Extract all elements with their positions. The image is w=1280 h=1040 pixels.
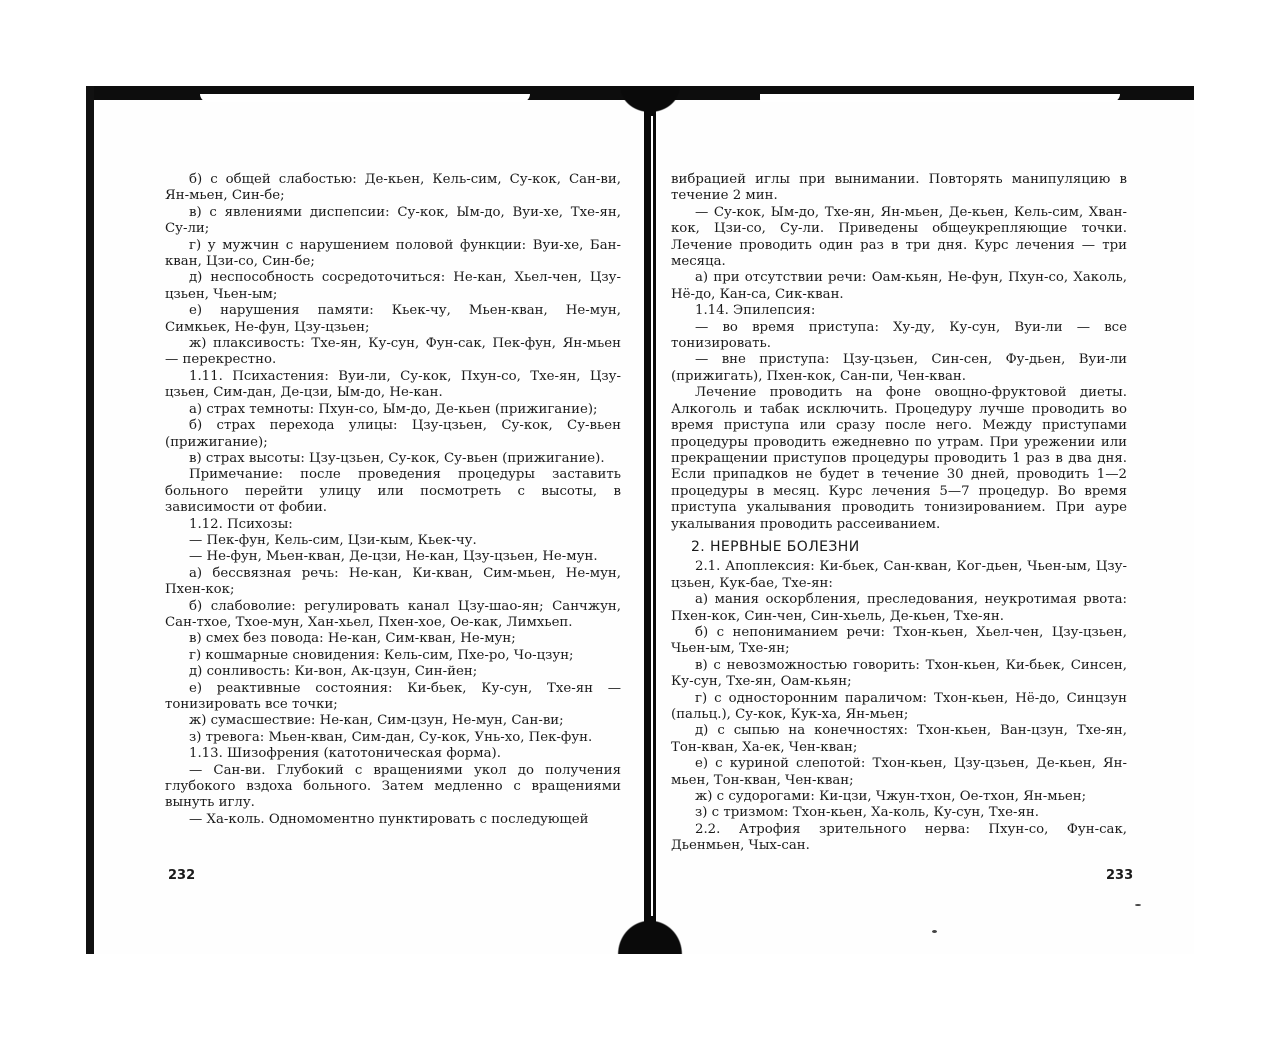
spine-highlight bbox=[651, 116, 653, 916]
scan-top-border-gap bbox=[760, 94, 1120, 102]
scan-speck bbox=[932, 930, 937, 933]
paragraph: — вне приступа: Цзу-цзьен, Син-сен, Фу-дьен, Вуи-ли (прижигать), Пхен-кок, Сан-пи, Чен-кван. bbox=[671, 352, 1127, 384]
paragraph: 1.11. Психастения: Вуи-ли, Су-кок, Пхун-со, Тхе-ян, Цзу-цзьен, Сим-дан, Де-цзи, Ым-до, Не-кан. bbox=[165, 368, 621, 401]
paragraph: д) сонливость: Ки-вон, Ак-цзун, Син-йен; bbox=[189, 664, 478, 680]
paragraph: е) реактивные состояния: Ки-бьек, Ку-сун, Тхе-ян — тонизировать все точки; bbox=[165, 680, 621, 712]
paragraph: — Су-кок, Ым-до, Тхе-ян, Ян-мьен, Де-кьен, Кель-сим, Хван-кок, Цзи-со, Су-ли. Приведены общеукрепляющие точки. Лечение проводить один раз в три дня. Курс лечения — три месяца. bbox=[671, 204, 1127, 270]
paragraph: Примечание: после проведения процедуры заставить больного перейти улицу или посмотреть с высоты, в зависимости от фобии. bbox=[165, 467, 621, 516]
paragraph: 1.12. Психозы: bbox=[189, 516, 293, 532]
spine-gutter bbox=[644, 86, 656, 954]
paragraph: 2.2. Атрофия зрительного нерва: Пхун-со, Фун-сак, Дьенмьен, Чых-сан. bbox=[671, 821, 1127, 854]
paragraph: — Ха-коль. Одномоментно пунктировать с последующей bbox=[189, 811, 589, 827]
paragraph: г) у мужчин с нарушением половой функции: Вуи-хе, Бан-кван, Цзи-со, Син-бе; bbox=[165, 237, 621, 270]
paragraph: вибрацией иглы при вынимании. Повторять манипуляцию в течение 2 мин. bbox=[671, 172, 1127, 204]
paragraph: а) бессвязная речь: Не-кан, Ки-кван, Сим-мьен, Не-мун, Пхен-кок; bbox=[165, 565, 621, 598]
paragraph: а) мания оскорбления, преследования, неукротимая рвота: Пхен-кок, Син-чен, Син-хьель, Де-кьен, Тхе-ян. bbox=[671, 592, 1127, 624]
paragraph: ж) сумасшествие: Не-кан, Сим-цзун, Не-мун, Сан-ви; bbox=[189, 713, 564, 729]
paragraph: в) страх высоты: Цзу-цзьен, Су-кок, Су-вьен (прижигание). bbox=[189, 450, 605, 466]
paragraph: д) с сыпью на конечностях: Тхон-кьен, Ван-цзун, Тхе-ян, Тон-кван, Ха-ек, Чен-кван; bbox=[671, 723, 1127, 755]
paragraph: з) с тризмом: Тхон-кьен, Ха-коль, Ку-сун, Тхе-ян. bbox=[695, 805, 1039, 821]
paragraph: г) кошмарные сновидения: Кель-сим, Пхе-ро, Чо-цзун; bbox=[189, 647, 574, 663]
scan-top-border-gap bbox=[200, 94, 530, 102]
paragraph: з) тревога: Мьен-кван, Сим-дан, Су-кок, Унь-хо, Пек-фун. bbox=[189, 729, 593, 745]
paragraph: д) неспособность сосредоточиться: Не-кан, Хьел-чен, Цзу-цзьен, Чьен-ым; bbox=[165, 270, 621, 302]
scan-left-border bbox=[86, 86, 94, 954]
paragraph: е) с куриной слепотой: Тхон-кьен, Цзу-цзьен, Де-кьен, Ян-мьен, Тон-кван, Чен-кван; bbox=[671, 756, 1127, 788]
paragraph: в) с явлениями диспепсии: Су-кок, Ым-до, Вуи-хе, Тхе-ян, Су-ли; bbox=[165, 204, 621, 237]
paragraph: 1.14. Эпилепсия: bbox=[695, 303, 816, 319]
paragraph: б) слабоволие: регулировать канал Цзу-шао-ян; Санчжун, Сан-тхое, Тхое-мун, Хан-хьел, Пхен-хое, Ое-как, Лимхьеп. bbox=[165, 598, 621, 630]
left-page-number: 232 bbox=[168, 868, 196, 883]
paragraph: 2.1. Апоплексия: Ки-бьек, Сан-кван, Ког-дьен, Чьен-ым, Цзу-цзьен, Кук-бае, Тхе-ян: bbox=[671, 559, 1127, 591]
paragraph: б) с общей слабостью: Де-кьен, Кель-сим, Су-кок, Сан-ви, Ян-мьен, Син-бе; bbox=[165, 172, 621, 204]
paragraph: — Не-фун, Мьен-кван, Де-цзи, Не-кан, Цзу-цзьен, Не-мун. bbox=[189, 549, 598, 565]
paragraph: ж) с судорогами: Ки-цзи, Чжун-тхон, Ое-тхон, Ян-мьен; bbox=[695, 789, 1087, 805]
paragraph: г) с односторонним параличом: Тхон-кьен, Нё-до, Синцзун (пальц.), Су-кок, Кук-ха, Ян-мьен; bbox=[671, 690, 1127, 722]
paragraph: — во время приступа: Ху-ду, Ку-сун, Вуи-ли — все тонизировать. bbox=[671, 319, 1127, 352]
left-page-text bbox=[165, 172, 621, 828]
paragraph: 1.13. Шизофрения (катотоническая форма). bbox=[189, 746, 501, 762]
scan-speck bbox=[1135, 904, 1141, 906]
paragraph: е) нарушения памяти: Кьек-чу, Мьен-кван, Не-мун, Симкьек, Не-фун, Цзу-цзьен; bbox=[165, 303, 621, 335]
paragraph: — Сан-ви. Глубокий с вращениями укол до получения глубокого вздоха больного. Затем медленно с вращениями вынуть иглу. bbox=[165, 762, 621, 811]
right-page-number: 233 bbox=[1106, 868, 1134, 883]
paragraph: Лечение проводить на фоне овощно-фруктовой диеты. Алкоголь и табак исключить. Процедуру лучше проводить во время приступа или сразу после него. Между приступами процедуры проводить ежедневно по утрам. При урежении или прекращении приступов процедуры проводить 1 раз в два дня. Если припадков не будет в течение 30 дней, проводить 1—2 процедуры в месяц. Курс лечения 5—7 процедур. Во время приступа укалывания проводить тонизированием. При ауре укалывания проводить рассеиванием. bbox=[671, 385, 1127, 532]
paragraph: б) страх перехода улицы: Цзу-цзьен, Су-кок, Су-вьен (прижигание); bbox=[165, 418, 621, 450]
section-heading: 2. НЕРВНЫЕ БОЛЕЗНИ bbox=[691, 538, 860, 555]
paragraph: а) страх темноты: Пхун-со, Ым-до, Де-кьен (прижигание); bbox=[189, 401, 598, 417]
paragraph: ж) плаксивость: Тхе-ян, Ку-сун, Фун-сак, Пек-фун, Ян-мьен — перекрестно. bbox=[165, 336, 621, 368]
paragraph: б) с непониманием речи: Тхон-кьен, Хьел-чен, Цзу-цзьен, Чьен-ым, Тхе-ян; bbox=[671, 624, 1127, 657]
right-page-text bbox=[671, 172, 1127, 855]
spine-fold-bottom bbox=[604, 906, 696, 954]
paragraph: — Пек-фун, Кель-сим, Цзи-кым, Кьек-чу. bbox=[189, 532, 477, 548]
paragraph: в) смех без повода: Не-кан, Сим-кван, Не-мун; bbox=[189, 631, 516, 647]
paragraph: а) при отсутствии речи: Оам-кьян, Не-фун, Пхун-со, Хаколь, Нё-до, Кан-са, Сик-кван. bbox=[671, 270, 1127, 302]
paragraph: в) с невозможностью говорить: Тхон-кьен, Ки-бьек, Синсен, Ку-сун, Тхе-ян, Оам-кьян; bbox=[671, 657, 1127, 690]
